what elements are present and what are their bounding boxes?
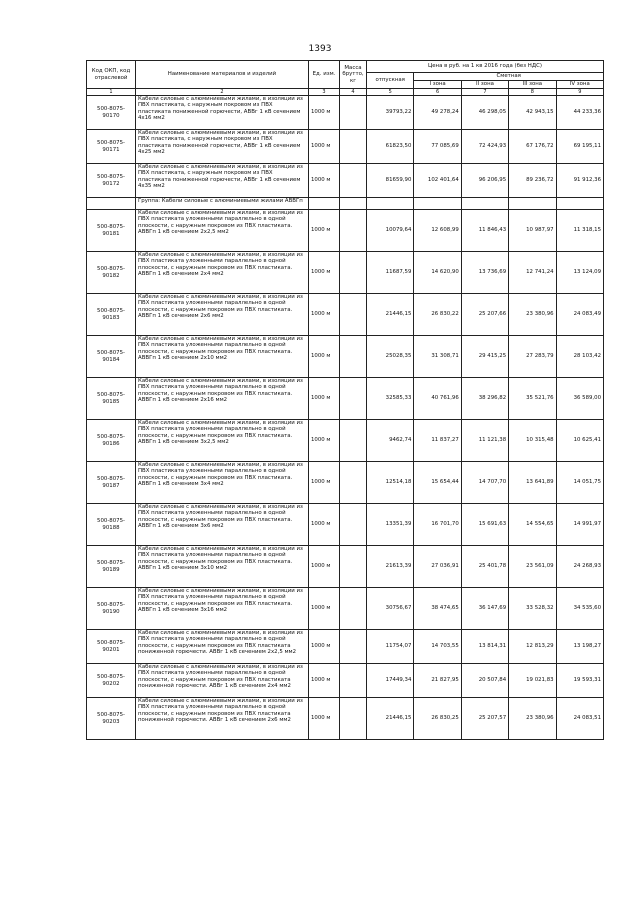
item-mass <box>340 210 367 252</box>
price-zone-4: 14 991,97 <box>556 504 603 546</box>
item-mass <box>340 546 367 588</box>
price-otpusk: 21613,39 <box>367 546 414 588</box>
item-code: 500-8075-90188 <box>87 504 136 546</box>
price-zone-4: 36 589,00 <box>556 378 603 420</box>
item-mass <box>340 378 367 420</box>
item-name: Кабели силовые с алюминиевыми жилами, в изоляции из ПВХ пластиката уложенными параллельно в одной плоскости, с наружным покровом из ПВХ пластиката. АВВГп 1 кВ сечением 3х2,5 мм2 <box>136 420 309 462</box>
price-zone-1: 49 278,24 <box>414 96 461 130</box>
price-zone-1: 21 827,95 <box>414 664 461 698</box>
table-row <box>87 504 604 546</box>
item-code: 500-8075-90185 <box>87 378 136 420</box>
price-zone-1: 11 837,27 <box>414 420 461 462</box>
price-zone-4: 13 124,09 <box>556 252 603 294</box>
price-otpusk: 12514,18 <box>367 462 414 504</box>
item-mass <box>340 252 367 294</box>
price-zone-1: 15 654,44 <box>414 462 461 504</box>
group-row <box>87 198 604 210</box>
price-zone-3: 67 176,72 <box>509 130 556 164</box>
price-zone-2: 14 707,70 <box>461 462 508 504</box>
item-mass <box>340 130 367 164</box>
table-row <box>87 252 604 294</box>
item-mass <box>340 630 367 664</box>
header-code: Код ОКП, код отраслевой <box>87 61 136 89</box>
price-otpusk: 9462,74 <box>367 420 414 462</box>
group-empty-cell <box>414 198 461 210</box>
price-otpusk: 13351,39 <box>367 504 414 546</box>
item-name: Кабели силовые с алюминиевыми жилами, в изоляции из ПВХ пластиката, с наружным покровом из ПВХ пластиката пониженной горючести, АВВг 1 кВ сечением 4х25 мм2 <box>136 130 309 164</box>
price-otpusk: 39793,22 <box>367 96 414 130</box>
price-zone-2: 11 846,43 <box>461 210 508 252</box>
item-code: 500-8075-90170 <box>87 96 136 130</box>
item-mass <box>340 294 367 336</box>
price-zone-3: 12 813,29 <box>509 630 556 664</box>
item-mass <box>340 336 367 378</box>
price-zone-2: 29 415,25 <box>461 336 508 378</box>
item-unit: 1000 м <box>309 630 340 664</box>
price-zone-4: 19 593,31 <box>556 664 603 698</box>
price-zone-1: 102 401,64 <box>414 164 461 198</box>
item-name: Кабели силовые с алюминиевыми жилами, в изоляции из ПВХ пластиката уложенными параллельно в одной плоскости, с наружным покровом из ПВХ пластиката. АВВГп 1 кВ сечением 2х4 мм2 <box>136 252 309 294</box>
group-empty-cell <box>367 198 414 210</box>
item-mass <box>340 420 367 462</box>
group-empty-cell <box>461 198 508 210</box>
price-otpusk: 25028,35 <box>367 336 414 378</box>
price-zone-2: 13 814,31 <box>461 630 508 664</box>
table-row <box>87 294 604 336</box>
price-otpusk: 21446,15 <box>367 698 414 740</box>
table-body <box>87 96 604 740</box>
price-zone-3: 13 641,89 <box>509 462 556 504</box>
item-mass <box>340 664 367 698</box>
item-unit: 1000 м <box>309 294 340 336</box>
item-mass <box>340 504 367 546</box>
item-mass <box>340 588 367 630</box>
item-mass <box>340 462 367 504</box>
header-name: Наименование материалов и изделий <box>136 61 309 89</box>
group-empty-cell <box>509 198 556 210</box>
group-empty-cell <box>309 198 340 210</box>
item-unit: 1000 м <box>309 378 340 420</box>
price-zone-2: 36 147,69 <box>461 588 508 630</box>
header-zone-2: II зона <box>461 81 508 89</box>
col-number: 8 <box>509 89 556 96</box>
price-zone-3: 42 943,15 <box>509 96 556 130</box>
item-unit: 1000 м <box>309 210 340 252</box>
page-number: 1393 <box>308 44 332 54</box>
col-number: 2 <box>136 89 309 96</box>
item-name: Кабели силовые с алюминиевыми жилами, в изоляции из ПВХ пластиката уложенными параллельно в одной плоскости, с наружным покровом из ПВХ пластиката. АВВГп 1 кВ сечением 2х16 мм2 <box>136 378 309 420</box>
price-zone-4: 69 195,11 <box>556 130 603 164</box>
header-price-title: Цена в руб. на 1 кв 2016 года (без НДС) <box>367 61 604 73</box>
item-name: Кабели силовые с алюминиевыми жилами, в изоляции из ПВХ пластиката уложенными параллельно в одной плоскости, с наружным покровом из ПВХ пластиката пониженной горючести. АВВг 1 кВ сечением 2х6 мм2 <box>136 698 309 740</box>
table-row <box>87 698 604 740</box>
item-name: Кабели силовые с алюминиевыми жилами, в изоляции из ПВХ пластиката уложенными параллельно в одной плоскости, с наружным покровом из ПВХ пластиката пониженной горючести. АВВг 1 кВ сечением 2х4 мм2 <box>136 664 309 698</box>
column-numbers-row <box>87 89 604 96</box>
price-zone-4: 24 268,93 <box>556 546 603 588</box>
price-zone-3: 19 021,83 <box>509 664 556 698</box>
item-code: 500-8075-90186 <box>87 420 136 462</box>
price-zone-4: 28 103,42 <box>556 336 603 378</box>
price-zone-3: 12 741,24 <box>509 252 556 294</box>
price-zone-2: 20 507,84 <box>461 664 508 698</box>
price-zone-3: 89 236,72 <box>509 164 556 198</box>
price-zone-1: 16 701,70 <box>414 504 461 546</box>
item-unit: 1000 м <box>309 546 340 588</box>
col-number: 1 <box>87 89 136 96</box>
item-mass <box>340 164 367 198</box>
price-zone-2: 11 121,38 <box>461 420 508 462</box>
price-zone-1: 26 830,25 <box>414 698 461 740</box>
price-zone-1: 40 761,96 <box>414 378 461 420</box>
item-code: 500-8075-90181 <box>87 210 136 252</box>
item-code: 500-8075-90182 <box>87 252 136 294</box>
item-unit: 1000 м <box>309 588 340 630</box>
price-zone-2: 13 736,69 <box>461 252 508 294</box>
table-row <box>87 664 604 698</box>
col-number: 5 <box>367 89 414 96</box>
price-zone-4: 24 083,49 <box>556 294 603 336</box>
price-zone-4: 91 912,36 <box>556 164 603 198</box>
header-otpusk: отпускная <box>367 73 414 89</box>
price-zone-3: 23 380,96 <box>509 294 556 336</box>
price-zone-1: 31 308,71 <box>414 336 461 378</box>
item-code: 500-8075-90189 <box>87 546 136 588</box>
price-zone-3: 33 528,32 <box>509 588 556 630</box>
price-zone-1: 27 036,91 <box>414 546 461 588</box>
item-unit: 1000 м <box>309 664 340 698</box>
item-name: Кабели силовые с алюминиевыми жилами, в изоляции из ПВХ пластиката уложенными параллельно в одной плоскости, с наружным покровом из ПВХ пластиката. АВВГп 1 кВ сечением 3х16 мм2 <box>136 588 309 630</box>
item-code: 500-8075-90172 <box>87 164 136 198</box>
col-number: 9 <box>556 89 603 96</box>
header-zone-1: I зона <box>414 81 461 89</box>
item-code: 500-8075-90171 <box>87 130 136 164</box>
group-label: Группа: Кабели силовые с алюминиевыми жилами АВВГп <box>136 198 309 210</box>
col-number: 3 <box>309 89 340 96</box>
price-zone-3: 35 521,76 <box>509 378 556 420</box>
price-zone-4: 24 083,51 <box>556 698 603 740</box>
price-otpusk: 10079,64 <box>367 210 414 252</box>
price-zone-4: 10 625,41 <box>556 420 603 462</box>
price-zone-1: 12 608,99 <box>414 210 461 252</box>
item-unit: 1000 м <box>309 420 340 462</box>
price-otpusk: 61823,50 <box>367 130 414 164</box>
header-zone-4: IV зона <box>556 81 603 89</box>
col-number: 7 <box>461 89 508 96</box>
price-zone-3: 10 987,97 <box>509 210 556 252</box>
price-zone-4: 34 535,60 <box>556 588 603 630</box>
item-unit: 1000 м <box>309 252 340 294</box>
table-row <box>87 378 604 420</box>
item-unit: 1000 м <box>309 462 340 504</box>
price-otpusk: 11687,59 <box>367 252 414 294</box>
price-otpusk: 11754,07 <box>367 630 414 664</box>
col-number: 6 <box>414 89 461 96</box>
group-code-cell <box>87 198 136 210</box>
group-empty-cell <box>556 198 603 210</box>
price-zone-2: 96 206,95 <box>461 164 508 198</box>
table-row <box>87 462 604 504</box>
price-otpusk: 81659,90 <box>367 164 414 198</box>
item-name: Кабели силовые с алюминиевыми жилами, в изоляции из ПВХ пластиката уложенными параллельно в одной плоскости, с наружным покровом из ПВХ пластиката. АВВГп 1 кВ сечением 2х2,5 мм2 <box>136 210 309 252</box>
price-zone-1: 14 620,90 <box>414 252 461 294</box>
price-zone-4: 14 051,75 <box>556 462 603 504</box>
item-code: 500-8075-90187 <box>87 462 136 504</box>
col-number: 4 <box>340 89 367 96</box>
table-row <box>87 546 604 588</box>
item-name: Кабели силовые с алюминиевыми жилами, в изоляции из ПВХ пластиката, с наружным покровом из ПВХ пластиката пониженной горючести, АВВг 1 кВ сечением 4х16 мм2 <box>136 96 309 130</box>
item-code: 500-8075-90190 <box>87 588 136 630</box>
price-zone-4: 44 233,36 <box>556 96 603 130</box>
table-row <box>87 336 604 378</box>
item-name: Кабели силовые с алюминиевыми жилами, в изоляции из ПВХ пластиката уложенными параллельно в одной плоскости, с наружным покровом из ПВХ пластиката. АВВГп 1 кВ сечением 3х6 мм2 <box>136 504 309 546</box>
table-header <box>87 61 604 96</box>
item-name: Кабели силовые с алюминиевыми жилами, в изоляции из ПВХ пластиката, с наружным покровом из ПВХ пластиката пониженной горючести, АВВг 1 кВ сечением 4х35 мм2 <box>136 164 309 198</box>
price-zone-4: 11 318,15 <box>556 210 603 252</box>
price-zone-3: 14 554,65 <box>509 504 556 546</box>
price-zone-2: 15 691,63 <box>461 504 508 546</box>
item-unit: 1000 м <box>309 336 340 378</box>
price-zone-1: 77 085,69 <box>414 130 461 164</box>
header-unit: Ед. изм. <box>309 61 340 89</box>
item-code: 500-8075-90201 <box>87 630 136 664</box>
price-zone-3: 23 380,96 <box>509 698 556 740</box>
item-code: 500-8075-90202 <box>87 664 136 698</box>
price-zone-2: 25 207,66 <box>461 294 508 336</box>
item-unit: 1000 м <box>309 164 340 198</box>
price-zone-3: 10 315,48 <box>509 420 556 462</box>
price-zone-2: 46 298,05 <box>461 96 508 130</box>
price-zone-2: 25 207,57 <box>461 698 508 740</box>
item-name: Кабели силовые с алюминиевыми жилами, в изоляции из ПВХ пластиката уложенными параллельно в одной плоскости, с наружным покровом из ПВХ пластиката. АВВГп 1 кВ сечением 3х10 мм2 <box>136 546 309 588</box>
table-row <box>87 96 604 130</box>
price-otpusk: 32585,33 <box>367 378 414 420</box>
price-zone-1: 38 474,65 <box>414 588 461 630</box>
header-mass: Масса брутто, кг <box>340 61 367 89</box>
item-name: Кабели силовые с алюминиевыми жилами, в изоляции из ПВХ пластиката уложенными параллельно в одной плоскости, с наружным покровом из ПВХ пластиката. АВВГп 1 кВ сечением 2х10 мм2 <box>136 336 309 378</box>
item-unit: 1000 м <box>309 96 340 130</box>
item-code: 500-8075-90203 <box>87 698 136 740</box>
price-zone-3: 27 283,79 <box>509 336 556 378</box>
price-zone-3: 23 561,09 <box>509 546 556 588</box>
table-row <box>87 130 604 164</box>
price-zone-4: 13 198,27 <box>556 630 603 664</box>
price-zone-2: 72 424,93 <box>461 130 508 164</box>
item-unit: 1000 м <box>309 698 340 740</box>
price-otpusk: 17449,34 <box>367 664 414 698</box>
price-otpusk: 30756,67 <box>367 588 414 630</box>
header-zone-3: III зона <box>509 81 556 89</box>
price-otpusk: 21446,15 <box>367 294 414 336</box>
price-zone-2: 25 401,78 <box>461 546 508 588</box>
item-unit: 1000 м <box>309 130 340 164</box>
item-code: 500-8075-90183 <box>87 294 136 336</box>
group-empty-cell <box>340 198 367 210</box>
item-name: Кабели силовые с алюминиевыми жилами, в изоляции из ПВХ пластиката уложенными параллельно в одной плоскости, с наружным покровом из ПВХ пластиката. АВВГп 1 кВ сечением 2х6 мм2 <box>136 294 309 336</box>
header-smetnaya: Сметная <box>414 73 604 81</box>
price-table <box>86 60 604 740</box>
table-row <box>87 210 604 252</box>
table-row <box>87 164 604 198</box>
item-name: Кабели силовые с алюминиевыми жилами, в изоляции из ПВХ пластиката уложенными параллельно в одной плоскости, с наружным покровом из ПВХ пластиката пониженной горючести. АВВг 1 кВ сечением 2х2,5 мм2 <box>136 630 309 664</box>
item-mass <box>340 96 367 130</box>
table-row <box>87 420 604 462</box>
item-mass <box>340 698 367 740</box>
price-zone-1: 26 830,22 <box>414 294 461 336</box>
table-row <box>87 630 604 664</box>
price-zone-2: 38 296,82 <box>461 378 508 420</box>
item-code: 500-8075-90184 <box>87 336 136 378</box>
table-row <box>87 588 604 630</box>
item-name: Кабели силовые с алюминиевыми жилами, в изоляции из ПВХ пластиката уложенными параллельно в одной плоскости, с наружным покровом из ПВХ пластиката. АВВГп 1 кВ сечением 3х4 мм2 <box>136 462 309 504</box>
item-unit: 1000 м <box>309 504 340 546</box>
price-zone-1: 14 703,55 <box>414 630 461 664</box>
